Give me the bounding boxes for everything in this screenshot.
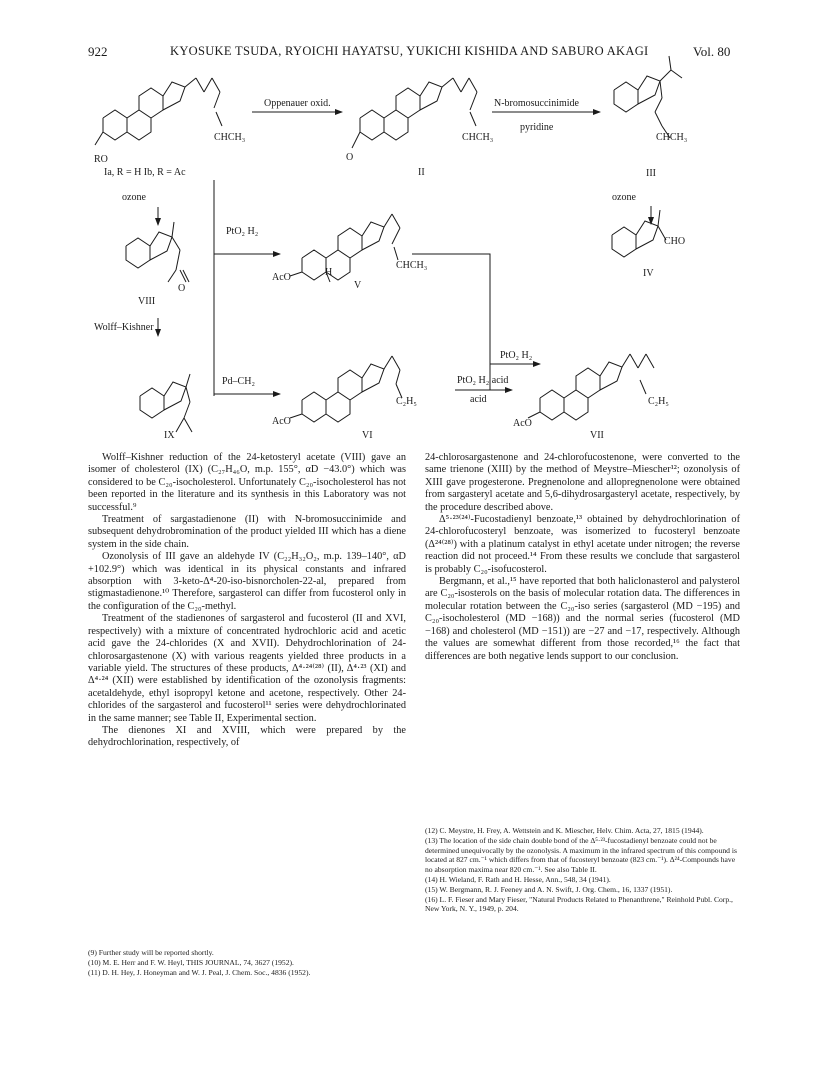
paragraph: 24-chlorosargastenone and 24-chlorofucostenone, were converted to the same trienone (XIII) by the method of Meystre–Miescher¹²; ozonolysis of XIII gave progesterone. Pregnenolone and allopregnenolone were obtained from sargasteryl acetate and 5,6-dihydrosargasteryl acetate, respectively, by the procedure described above. — [425, 452, 740, 513]
paragraph: Δ⁵·²³⁽²⁴⁾-Fucostadienyl benzoate,¹³ obtained by dehydrochlorination of 24-chlorofucosteryl benzoate, was isomerized to fucosteryl benzoate (Δ²⁴⁽²⁸⁾) with a platinum catalyst in ethyl acetate under nitrogen; the reverse reaction did not proceed.¹⁴ From these results we conclude that sargasterol is probably C₂₀-isofucosterol. — [425, 514, 740, 575]
structure-v — [290, 214, 400, 282]
reagent-pto2-h2: PtO₂ H₂ — [226, 226, 259, 237]
reagent-wolff-kishner: Wolff–Kishner — [94, 322, 154, 333]
paragraph: Wolff–Kishner reduction of the 24-ketosteryl acetate (VIII) gave an isomer of cholesterol (IX) (C₂₇H₄₆O, m.p. 155°, αD −43.0°) which was considered to be C₂₀-isocholesterol. Unfortunately C₂₀-isocholesterol has not been reported in the literature and its synthesis in this Laboratory was not successful.⁹ — [88, 452, 406, 513]
ethyl-group-vi: C₂H₅ — [396, 396, 417, 407]
aco-group-vii: AcO — [513, 418, 532, 429]
label-vi: VI — [362, 430, 373, 441]
structure-vii — [528, 354, 654, 420]
footnote-10: (10) M. E. Herr and F. W. Heyl, THIS JOURNAL, 74, 3627 (1952). — [88, 957, 294, 967]
label-ix: IX — [164, 430, 175, 441]
footnote-15: (15) W. Bergmann, R. J. Feeney and A. N. Swift, J. Org. Chem., 16, 1337 (1951). — [425, 884, 673, 894]
footnote-14: (14) H. Wieland, F. Rath and H. Hesse, Ann., 548, 34 (1941). — [425, 874, 611, 884]
reagent-pto2-h2-right: PtO₂ H₂ — [500, 350, 533, 361]
reagent-pd-ch2: Pd–CH₂ — [222, 376, 255, 387]
aco-group-v: AcO — [272, 272, 291, 283]
running-title: KYOSUKE TSUDA, RYOICHI HAYATSU, YUKICHI KISHIDA AND SABURO AKAGI — [170, 44, 649, 58]
footnote-12: (12) C. Meystre, H. Frey, A. Wettstein and K. Miescher, Helv. Chim. Acta, 27, 1815 (1944). — [425, 826, 704, 835]
ro-group: RO — [94, 154, 108, 165]
label-ii: II — [418, 167, 425, 178]
paragraph: Ozonolysis of III gave an aldehyde IV (C₂₂H₃₂O₂, m.p. 139–140°, αD +102.9°) which was identical in its physical constants and infrared absorption with 3-keto-Δ⁴-20-iso-bisnorcholen-22-al, prepared from stigmastadienone.¹⁰ Therefore, sargasterol can differ from fucosterol only in the configuration of the C₂₀-methyl. — [88, 551, 406, 612]
ethyl-group-vii: C₂H₅ — [648, 396, 669, 407]
reagent-ozone-right: ozone — [612, 192, 636, 203]
label-vii: VII — [590, 430, 604, 441]
label-ia-ib: Ia, R = H Ib, R = Ac — [104, 167, 186, 178]
structure-iii — [614, 56, 682, 138]
label-iii: III — [646, 168, 656, 179]
page-number: 922 — [88, 44, 108, 59]
aldehyde-cho: CHO — [664, 236, 686, 247]
h-atom-v: H — [325, 267, 333, 278]
reaction-scheme — [0, 0, 827, 450]
structure-viii — [126, 222, 189, 282]
structure-iv — [612, 210, 666, 257]
right-column — [425, 452, 740, 663]
reagent-acid: acid — [470, 394, 487, 405]
structure-vi — [290, 356, 402, 422]
paragraph: Bergmann, et al.,¹⁵ have reported that both haliclonasterol and palysterol are C₂₀-isosterols on the basis of molecular rotation data. The differences in molecular rotation between the C₂₀-iso series (sargasterol (MD −195) and C₂₀-isocholesterol (MD −168)) and the normal series (fucosterol (MD −168) and cholesterol (MD −151)) are −27 and −17, respectively. Although the values are somewhat different from those recorded,¹⁶ the fact that differences are both negative lends support to our conclusion. — [425, 576, 740, 662]
side-chain-chch3-iii: CHCH₃ — [656, 132, 688, 143]
structure-ix — [140, 374, 192, 432]
aco-group-vi: AcO — [272, 416, 291, 427]
left-footnotes — [88, 948, 406, 977]
oxo-group-ii: O — [346, 152, 354, 163]
reagent-nbs: N-bromosuccinimide — [494, 98, 579, 109]
label-v: V — [354, 280, 362, 291]
footnote-16: (16) L. F. Fieser and Mary Fieser, "Natural Products Related to Phenanthrene," Reinhold Publ. Corp., New York, N. Y., 1949, p. 204. — [425, 894, 733, 914]
reagent-ozone-left: ozone — [122, 192, 146, 203]
left-column — [88, 452, 406, 750]
oxo-group-viii: O — [178, 283, 186, 294]
structure-i — [95, 78, 222, 145]
side-chain-chch3-v: CHCH₃ — [396, 260, 428, 271]
label-iv: IV — [643, 268, 654, 279]
paragraph: Treatment of sargastadienone (II) with N-bromosuccinimide and subsequent dehydrobromination of the product yielded III which has a diene system in the side chain. — [88, 514, 406, 550]
footnote-9: (9) Further study will be reported shortly. — [88, 948, 214, 957]
reagent-pyridine: pyridine — [520, 122, 554, 133]
reagent-pto2-h2-acid: PtO₂ H₂ acid — [457, 375, 509, 386]
paragraph: The dienones XI and XVIII, which were prepared by the dehydrochlorination, respectively, of — [88, 724, 406, 749]
footnote-11: (11) D. H. Hey, J. Honeyman and W. J. Peal, J. Chem. Soc., 4836 (1952). — [88, 967, 311, 977]
structure-ii — [352, 78, 477, 148]
side-chain-chch3-i: CHCH₃ — [214, 132, 246, 143]
paragraph: Treatment of the stadienones of sargasterol and fucosterol (II and XVI, respectively) with a mixture of concentrated hydrochloric acid and acetic acid gave the 24-chlorides (X and XVII). Dehydrochlorination of 24-chlorosargastenone (X) with various reagents yielded three products in a variable yield. The structures of these products, Δ⁴·²⁴⁽²⁸⁾ (II), Δ⁴·²³ (XI) and Δ⁴·²⁴ (XII) were established by identification of the ozonolysis fragments: acetaldehyde, ethyl isopropyl ketone and acetone, respectively. Other 24-chlorides of the sargasterol and fucosterol¹¹ series were dehydrochlorinated in the same manner; see Table II, Experimental section. — [88, 613, 406, 724]
side-chain-chch3-ii: CHCH₃ — [462, 132, 494, 143]
reagent-oppenauer: Oppenauer oxid. — [264, 98, 331, 109]
volume-label: Vol. 80 — [693, 44, 731, 59]
label-viii: VIII — [138, 296, 156, 307]
footnote-13: (13) The location of the side chain double bond of the Δ⁵·²³-fucostadienyl benzoate could not be determined unequivocally by the ozonolysis. A maximum in the infrared spectrum of this compound is located at 827 cm.⁻¹ which differs from that of fucosteryl benzoate (823 cm.⁻¹). Δ²⁴-Compounds have no absorption maxima near 820 cm.⁻¹. See also Table II. — [425, 835, 737, 875]
right-footnotes — [425, 826, 740, 914]
